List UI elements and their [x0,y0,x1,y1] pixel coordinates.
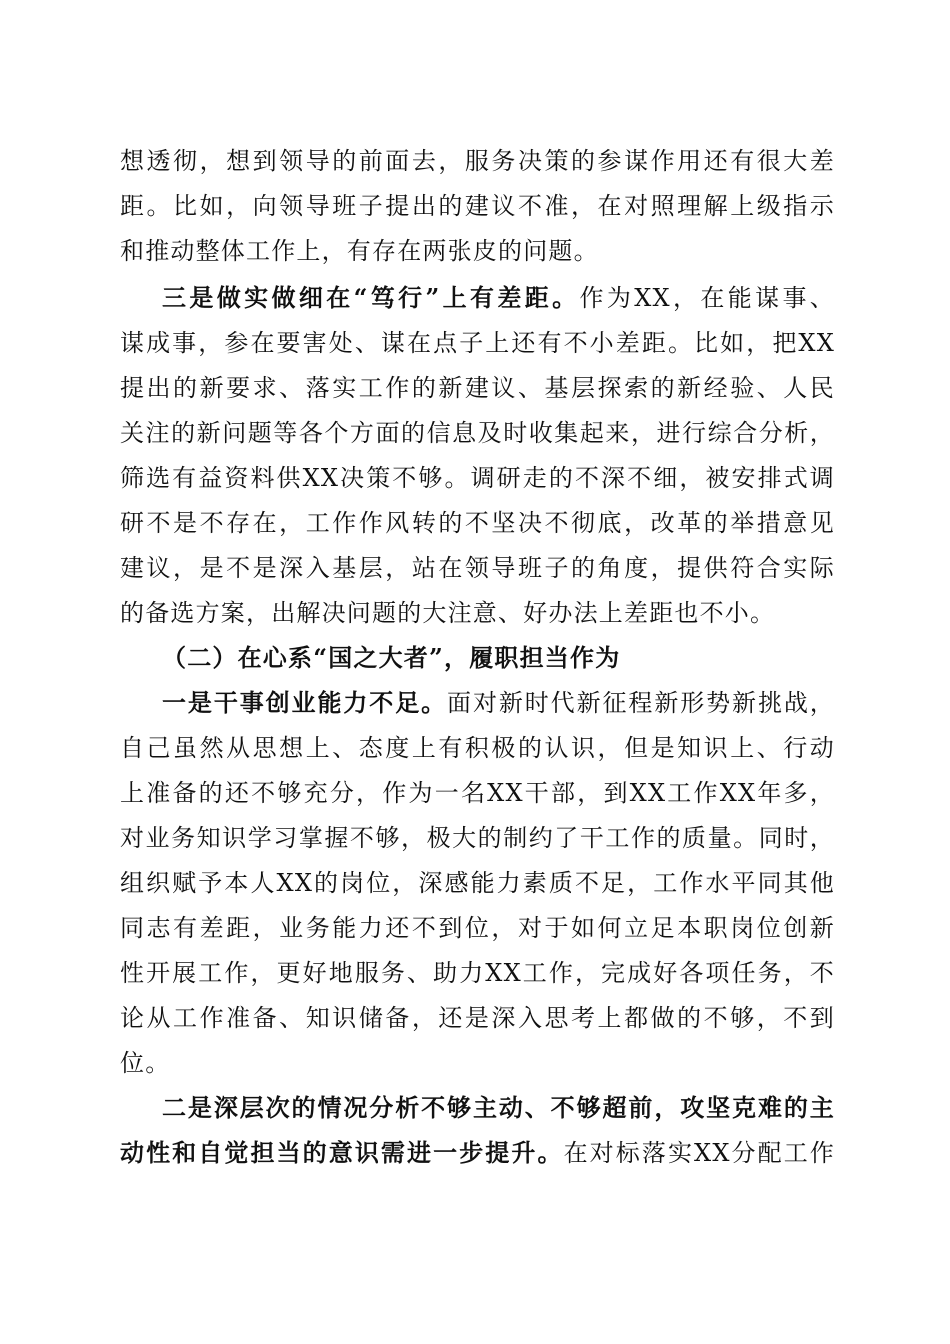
paragraph-first-line: 二是深层次的情况分析不够主动、不够超前，攻坚克难的主 [162,1093,835,1122]
text-line: 提出的新要求、落实工作的新建议、基层探索的新经验、人民 [120,374,835,402]
text-line: 想透彻，想到领导的前面去，服务决策的参谋作用还有很大差 [120,147,835,175]
text-line: 关注的新问题等各个方面的信息及时收集起来，进行综合分析， [120,419,835,447]
text-line: 上准备的还不够充分，作为一名XX干部，到XX工作XX年多， [120,779,835,807]
text-line: 位。 [120,1049,171,1077]
bold-lead: 一是干事创业能力不足。 [162,688,448,717]
text-span: 作为XX，在能谋事、 [579,284,836,312]
text-line: 对业务知识学习掌握不够，极大的制约了干工作的质量。同时， [120,824,835,852]
text-line: 距。比如，向领导班子提出的建议不准，在对照理解上级指示 [120,192,835,220]
text-line: 同志有差距，业务能力还不到位，对于如何立足本职岗位创新 [120,914,835,942]
text-line: 筛选有益资料供XX决策不够。调研走的不深不细，被安排式调 [120,464,835,492]
paragraph-first-line [162,688,835,718]
text-line: 的备选方案，出解决问题的大注意、好办法上差距也不小。 [120,599,776,627]
text-span: 在对标落实XX分配工作 [563,1139,836,1167]
bold-lead: 三是做实做细在“笃行”上有差距。 [162,283,580,312]
paragraph-first-line [162,283,835,313]
text-line: 性开展工作，更好地服务、助力XX工作，完成好各项任务，不 [120,959,835,987]
text-line [120,1138,835,1168]
text-line: 论从工作准备、知识储备，还是深入思考上都做的不够，不到 [120,1004,835,1032]
text-line: 谋成事，参在要害处、谋在点子上还有不小差距。比如，把XX [120,329,835,357]
text-line: 和推动整体工作上，有存在两张皮的问题。 [120,237,599,265]
section-heading: （二）在心系“国之大者”，履职担当作为 [162,643,621,672]
text-line: 自己虽然从思想上、态度上有积极的认识，但是知识上、行动 [120,734,835,762]
bold-lead: 动性和自觉担当的意识需进一步提升。 [120,1138,564,1167]
text-line: 研不是不存在，工作作风转的不坚决不彻底，改革的举措意见 [120,509,835,537]
text-line: 组织赋予本人XX的岗位，深感能力素质不足，工作水平同其他 [120,869,835,897]
text-span: 面对新时代新征程新形势新挑战， [447,689,835,717]
text-line: 建议，是不是深入基层，站在领导班子的角度，提供符合实际 [120,554,835,582]
